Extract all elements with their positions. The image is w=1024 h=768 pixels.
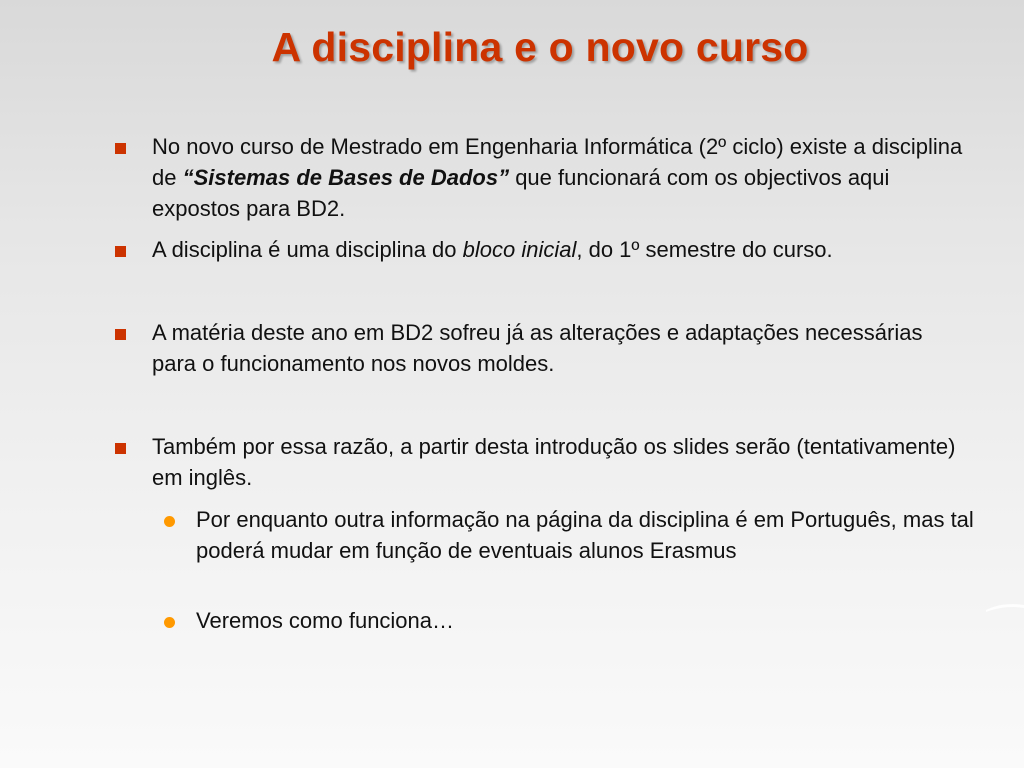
bullet-emphasis: bloco inicial [462, 237, 577, 262]
bullet-text-part: No novo curso de Mestrado em Engenharia Informática (2º ciclo) existe a disciplina de [152, 134, 963, 190]
bullet-text-part: A disciplina é uma disciplina do [152, 237, 463, 262]
square-bullet-icon [115, 329, 126, 340]
subbullet-text: Veremos como funciona… [196, 608, 455, 633]
bullet-text [152, 234, 972, 265]
bullet-text [152, 131, 972, 224]
square-bullet-icon [115, 143, 126, 154]
decorative-swoosh-icon [984, 600, 1024, 614]
bullet-text: A matéria deste ano em BD2 sofreu já as alterações e adaptações necessárias para o funcionamento nos novos moldes. [152, 320, 923, 376]
dot-bullet-icon [164, 617, 175, 628]
square-bullet-icon [115, 246, 126, 257]
slide-title: A disciplina e o novo curso [271, 24, 809, 70]
square-bullet-icon [115, 443, 126, 454]
bullet-text-part: que funcionará com os objectivos aqui expostos para BD2. [152, 165, 890, 221]
bullet-emphasis: “Sistemas de Bases de Dados” [182, 165, 510, 190]
bullet-text-part: , do 1º semestre do curso. [576, 237, 833, 262]
subbullet-text: Por enquanto outra informação na página da disciplina é em Português, mas tal poderá mudar em função de eventuais alunos Erasmus [196, 507, 974, 563]
dot-bullet-icon [164, 516, 175, 527]
bullet-text: Também por essa razão, a partir desta introdução os slides serão (tentativamente) em inglês. [152, 434, 956, 490]
